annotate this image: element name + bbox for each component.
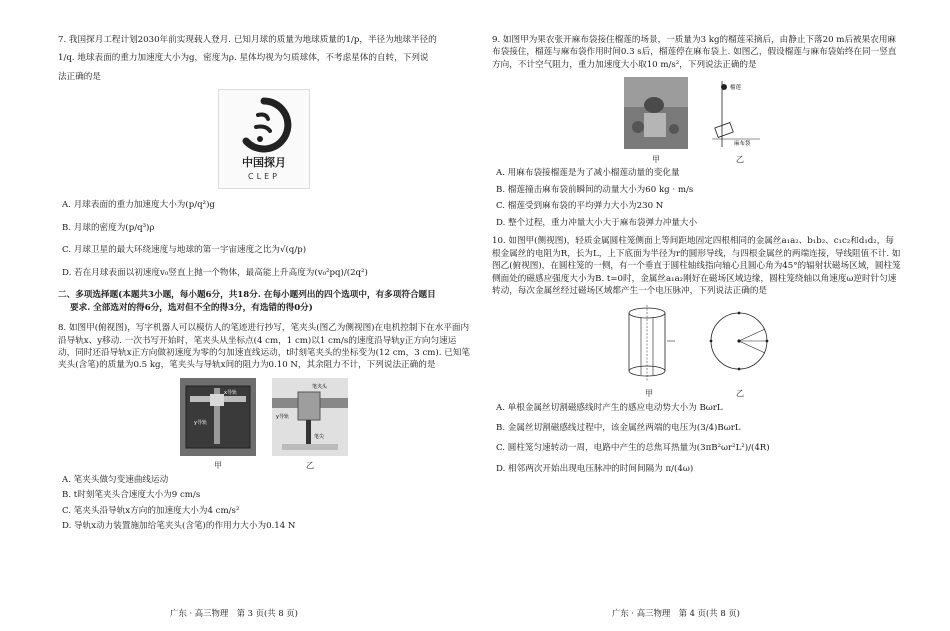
q9-figures [492, 77, 902, 165]
footer-right: 广东 · 高三物理 第 4 页(共 8 页) [612, 607, 740, 618]
q9-caption-2: 乙 [736, 154, 744, 164]
q9-figure-2 [710, 77, 770, 165]
fig1-label-x-rail: x导轨 [224, 389, 237, 396]
question-8 [58, 322, 470, 533]
section-heading-line2: 要求. 全部选对的得6分，选对但不全的得3分，有选错的得0分) [70, 302, 313, 313]
footer-left: 广东 · 高三物理 第 3 页(共 8 页) [170, 607, 298, 618]
q10-figure-1 [619, 303, 679, 399]
question-9 [492, 34, 902, 229]
left-page [58, 34, 470, 539]
question-7 [58, 34, 470, 279]
right-page [492, 34, 902, 483]
q9-label-bag: 麻布袋 [734, 141, 751, 148]
q9-option-b: B. 榴莲撞击麻布袋前瞬间的动量大小为60 kg · m/s [496, 184, 694, 195]
q10-option-b: B. 金属丝切割磁感线过程中，该金属丝两端的电压为(3/4)BωrL [496, 422, 741, 433]
magnetic-field-top-view [705, 303, 775, 383]
q9-caption-1: 甲 [652, 154, 660, 164]
q7-option-a: A. 月球表面的重力加速度大小为(p/q²)g [62, 200, 215, 211]
q8-figure-2 [272, 378, 348, 472]
fig2-label-pen-holder: 笔夹头 [312, 383, 328, 390]
q8-caption-2: 乙 [306, 461, 314, 471]
q10-figures [492, 303, 902, 399]
q7-option-b: B. 月球的密度为(p/q³)ρ [62, 222, 155, 233]
q7-stem-line1: 7. 我国探月工程计划2030年前实现载人登月. 已知月球的质量为地球质量的1/p，半径为地球半径的 [58, 35, 437, 45]
cylinder-cage-diagram [619, 303, 679, 383]
q10-option-d: D. 相邻两次开始出现电压脉冲的时间间隔为 π/(4ω) [496, 463, 694, 474]
q9-option-a: A. 用麻布袋接榴莲是为了减小榴莲动量的变化量 [496, 168, 680, 179]
q8-option-c: C. 笔夹头沿导轨x方向的加速度大小为4 cm/s² [62, 505, 240, 516]
q8-option-b: B. t时刻笔夹头合速度大小为9 cm/s [62, 490, 201, 501]
q8-stem: 8. 如图甲(俯视图)，写字机器人可以模仿人的笔迹进行抄写，笔夹头(图乙为侧视图)在电机控制下在水平面内沿导轨x、y移动. 一次书写开始时，笔夹头从坐标点(4 cm，1 cm)以1 cm/s的速度沿导轨y正方向匀速运动，同时还沿导轨x正方向做初速度为零的匀加速直线运动，t时刻笔夹头的坐标变为(12 cm，3 cm). 已知笔夹头(含笔)的质量为0.5 kg，笔夹头与导轨x间的阻力为0.10 N，其余阻力不计，下列说法正确的是 [58, 323, 471, 371]
question-10 [492, 235, 902, 475]
q9-figure-1 [624, 77, 688, 165]
clep-logo [218, 89, 310, 189]
q9-label-durian: 榴莲 [730, 85, 742, 92]
q7-option-c: C. 月球卫星的最大环绕速度与地球的第一宇宙速度之比为√(q/p) [62, 245, 307, 256]
writing-robot-photo [180, 378, 256, 456]
logo-title: 中国探月 [242, 155, 286, 169]
fig2-label-y-rail: y导轨 [276, 413, 289, 420]
q8-figure-1 [180, 378, 256, 472]
q7-option-d: D. 若在月球表面以初速度v₀竖直上抛一个物体，最高能上升高度为(v₀²pq)/(2q²) [62, 267, 368, 278]
logo-subtitle: CLEP [248, 171, 280, 181]
section-heading [58, 289, 470, 314]
q8-figures [58, 378, 470, 472]
pen-holder-photo [272, 378, 348, 456]
q9-option-c: C. 榴莲受到麻布袋的平均弹力大小为230 N [496, 201, 664, 212]
fig1-label-y-rail: y导轨 [194, 419, 207, 426]
q10-figure-2 [705, 303, 775, 399]
q10-caption-1: 甲 [645, 388, 653, 398]
q10-stem: 10. 如图甲(侧视图)，轻质金属圆柱笼侧面上等间距地固定四根相同的金属丝a₁a₂、b₁b₂、c₁c₂和d₁d₂，每根金属丝的电阻为R，长为L，上下底面为半径为r的圆形导线，与四根金属丝的两端连接，导线阻值不计. 如图乙(俯视图)，在圆柱笼的一侧，有一个垂直于圆柱轴线指向轴心且圆心角为45°的辐射状磁场区域，圆柱笼侧面处的磁感应强度大小为B. t=0时，金属丝a₁a₂刚好在磁场区域边缘，圆柱笼绕轴以角速度ω逆时针匀速转动，每次金属丝经过磁场区域都产生一个电压脉冲，下列说法正确的是 [492, 236, 901, 297]
clep-logo-icon [236, 97, 292, 153]
q7-stem-line2: 1/q. 地球表面的重力加速度大小为g，密度为ρ. 星体均视为匀质球体，不考虑星体的自转，下列说 [58, 53, 429, 64]
q10-caption-2: 乙 [736, 388, 744, 398]
fig2-label-pen-tip: 笔尖 [314, 433, 325, 440]
q9-option-d: D. 整个过程，重力冲量大小大于麻布袋弹力冲量大小 [496, 217, 698, 228]
q7-stem-line3: 法正确的是 [58, 71, 101, 82]
q8-option-a: A. 笔夹头做匀变速曲线运动 [62, 474, 169, 485]
q8-option-d: D. 导轨x动力装置施加给笔夹头(含笔)的作用力大小为0.14 N [62, 521, 296, 532]
q8-caption-1: 甲 [214, 461, 222, 471]
section-heading-line1: 二、多项选择题(本题共3小题，每小题6分，共18分. 在每小题列出的四个选项中，有多项符合题目 [58, 290, 436, 301]
durian-catch-photo [624, 77, 688, 149]
durian-diagram [710, 77, 770, 149]
q10-option-a: A. 单根金属丝切割磁感线时产生的感应电动势大小为 BωrL [496, 402, 723, 413]
q10-option-c: C. 圆柱笼匀速转动一周，电路中产生的总焦耳热量为(3πB²ωr²L²)/(4R) [496, 443, 770, 454]
q9-stem: 9. 如图甲为果农张开麻布袋接住榴莲的场景，一质量为3 kg的榴莲采摘后，由静止下落20 m后被果农用麻布袋接住，榴莲与麻布袋作用时间0.3 s后，榴莲停在麻布袋上. 如图乙，假设榴莲与麻布袋始终在同一竖直方向，不计空气阻力，重力加速度大小取10 m/s²，下列说法正确的是 [492, 35, 897, 70]
